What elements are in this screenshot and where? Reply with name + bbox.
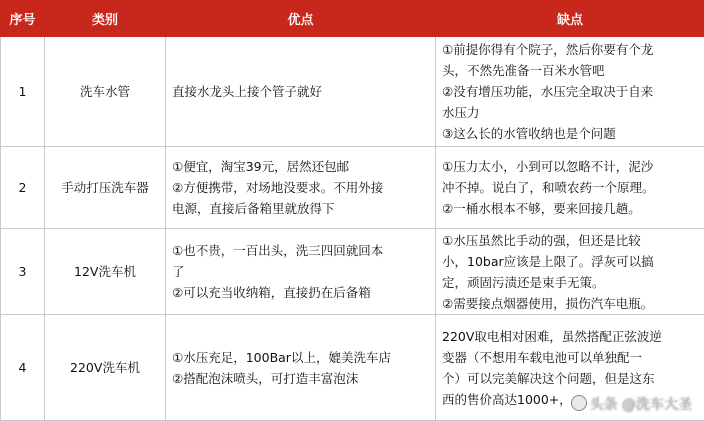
header-pros: 优点 bbox=[166, 1, 436, 37]
cons-line: ②没有增压功能，水压完全取决于自来 bbox=[442, 81, 700, 102]
cons-line: 220V取电相对困难，虽然搭配正弦波逆 bbox=[442, 326, 700, 347]
row-number: 3 bbox=[1, 229, 45, 315]
cons-line: 头，不然先准备一百米水管吧 bbox=[442, 60, 700, 81]
watermark-text: 头条 @洗车大圣 bbox=[590, 397, 692, 413]
header-number: 序号 bbox=[1, 1, 45, 37]
row-pros bbox=[166, 315, 436, 421]
pros-line: ①便宜，淘宝39元，居然还包邮 bbox=[172, 156, 431, 177]
pros-line: ①也不贵，一百出头，洗三四回就回本 bbox=[172, 240, 431, 261]
cons-line: 小，10bar应该是上限了。浮灰可以搞 bbox=[442, 251, 700, 272]
row-number: 4 bbox=[1, 315, 45, 421]
row-pros bbox=[166, 229, 436, 315]
cons-line: ③这么长的水管收纳也是个问题 bbox=[442, 123, 700, 144]
cons-line: 变器（不想用车载电池可以单独配一 bbox=[442, 347, 700, 368]
table-row bbox=[1, 229, 704, 315]
row-number: 1 bbox=[1, 37, 45, 147]
row-cons bbox=[436, 37, 704, 147]
cons-line: ②一桶水根本不够，要来回接几趟。 bbox=[442, 198, 700, 219]
pros-line: ②可以充当收纳箱，直接扔在后备箱 bbox=[172, 282, 431, 303]
cons-line: 水压力 bbox=[442, 102, 700, 123]
header-category: 类别 bbox=[45, 1, 166, 37]
cons-line: ①前提你得有个院子，然后你要有个龙 bbox=[442, 39, 700, 60]
cons-line: 西的售价高达1000+， bbox=[442, 389, 700, 410]
cons-line: ①水压虽然比手动的强，但还是比较 bbox=[442, 230, 700, 251]
pros-line: ①水压充足，100Bar以上，媲美洗车店 bbox=[172, 347, 431, 368]
row-pros bbox=[166, 37, 436, 147]
pros-line: ②搭配泡沫喷头，可打造丰富泡沫 bbox=[172, 368, 431, 389]
header-cons: 缺点 bbox=[436, 1, 704, 37]
pros-line: 了 bbox=[172, 261, 431, 282]
row-category: 手动打压洗车器 bbox=[45, 147, 166, 229]
row-number: 2 bbox=[1, 147, 45, 229]
row-category: 洗车水管 bbox=[45, 37, 166, 147]
table-row bbox=[1, 37, 704, 147]
row-cons bbox=[436, 147, 704, 229]
row-cons bbox=[436, 229, 704, 315]
table-row bbox=[1, 147, 704, 229]
toutiao-logo-icon bbox=[571, 395, 587, 411]
pros-line: ②方便携带，对场地没要求。不用外接 bbox=[172, 177, 431, 198]
cons-line: 个）可以完美解决这个问题，但是这东 bbox=[442, 368, 700, 389]
row-pros bbox=[166, 147, 436, 229]
table-header-row bbox=[1, 1, 704, 37]
pros-line: 电源，直接后备箱里就放得下 bbox=[172, 198, 431, 219]
cons-line: ②需要接点烟器使用，损伤汽车电瓶。 bbox=[442, 293, 700, 314]
cons-line: 冲不掉。说白了，和喷农药一个原理。 bbox=[442, 177, 700, 198]
cons-line: 定，顽固污渍还是束手无策。 bbox=[442, 272, 700, 293]
pros-line: 直接水龙头上接个管子就好 bbox=[172, 81, 431, 102]
row-category: 12V洗车机 bbox=[45, 229, 166, 315]
cons-line: ①压力太小，小到可以忽略不计，泥沙 bbox=[442, 156, 700, 177]
row-category: 220V洗车机 bbox=[45, 315, 166, 421]
watermark bbox=[568, 394, 692, 414]
